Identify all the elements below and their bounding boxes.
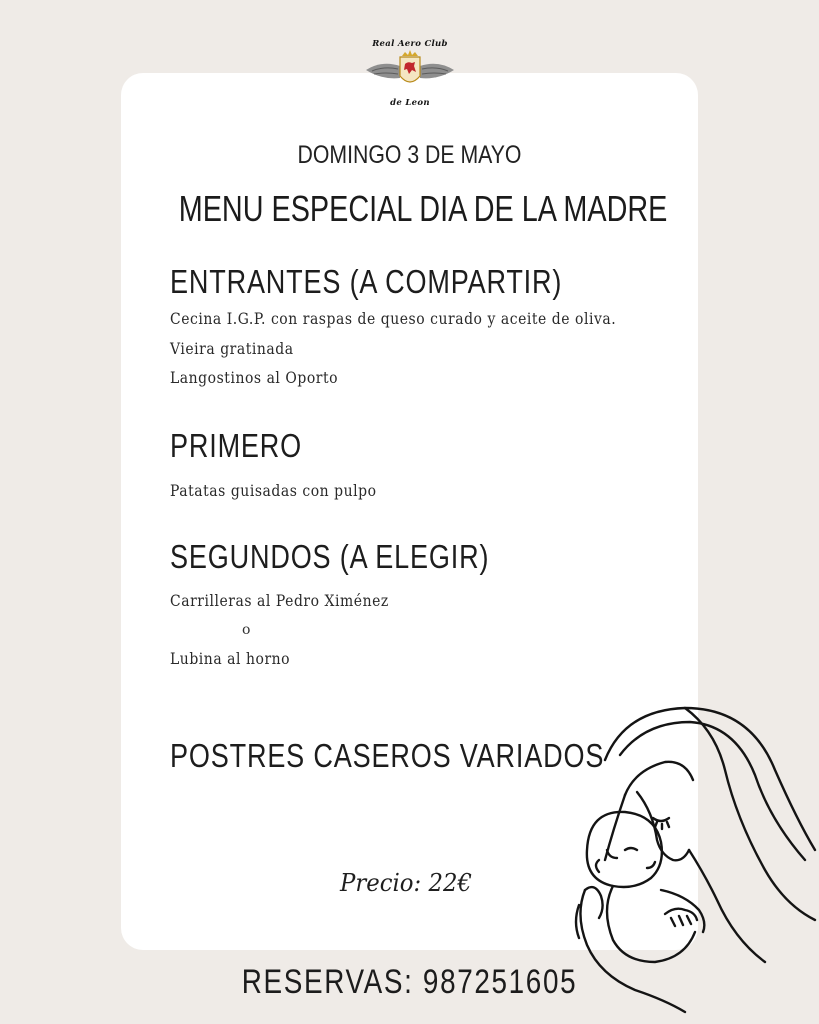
menu-item: Vieira gratinada xyxy=(170,340,294,358)
winged-crest-icon xyxy=(362,50,458,96)
section-heading-entrantes: ENTRANTES (A COMPARTIR) xyxy=(170,263,563,300)
club-logo xyxy=(358,36,462,112)
menu-item: Cecina I.G.P. con raspas de queso curado y aceite de oliva. xyxy=(170,310,617,328)
choice-separator: o xyxy=(242,622,251,638)
menu-item: Lubina al horno xyxy=(170,650,291,668)
section-heading-segundos: SEGUNDOS (A ELEGIR) xyxy=(170,538,490,575)
menu-item: Carrilleras al Pedro Ximénez xyxy=(170,592,389,610)
reservation-phone: RESERVAS: 987251605 xyxy=(241,963,578,1001)
section-heading-primero: PRIMERO xyxy=(170,427,303,464)
event-date: DOMINGO 3 DE MAYO xyxy=(297,141,522,169)
logo-top-text: Real Aero Club xyxy=(372,39,448,49)
menu-item: Langostinos al Oporto xyxy=(170,369,339,387)
menu-item: Patatas guisadas con pulpo xyxy=(170,482,377,500)
section-heading-postres: POSTRES CASEROS VARIADOS xyxy=(170,737,605,774)
menu-price: Precio: 22€ xyxy=(340,869,472,897)
logo-bottom-text: de Leon xyxy=(390,98,430,108)
menu-title: MENU ESPECIAL DIA DE LA MADRE xyxy=(178,188,668,229)
